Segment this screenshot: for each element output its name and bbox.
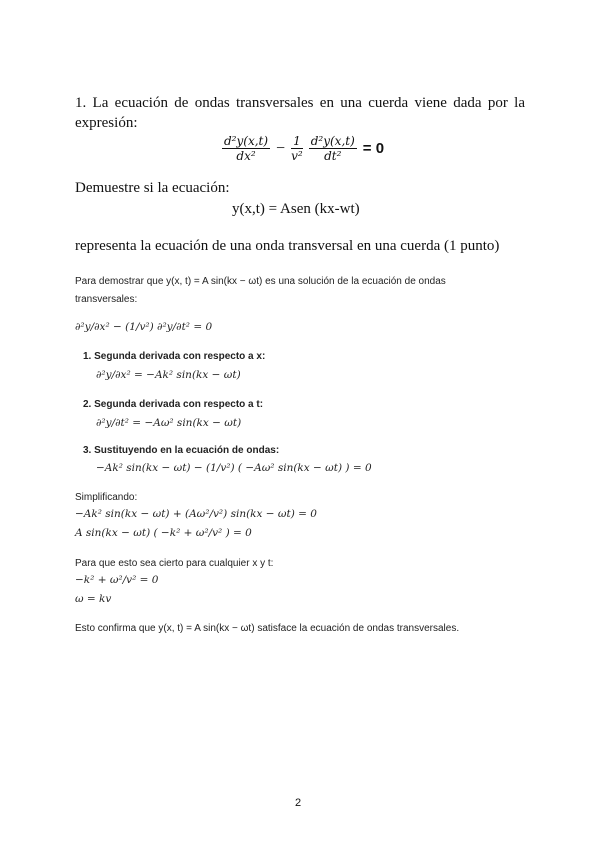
wave-eq-coef-den: v²: [291, 149, 303, 163]
wave-eq-coef-num: 1: [293, 134, 301, 148]
solution-intro-line-2: transversales:: [75, 294, 138, 305]
conclusion-text: Esto confirma que y(x, t) = A sin(kx − ωt) satisface la ecuación de ondas transversales.: [75, 623, 460, 634]
wave-eq-num-1: d²y(x,t): [224, 134, 269, 148]
wave-eq-frac-1: [222, 134, 270, 163]
wave-eq-frac-2: [309, 134, 357, 163]
solution-wave-equation: ∂²y/∂x² − (1/v²) ∂²y/∂t² = 0: [75, 321, 213, 333]
wave-eq-rhs: = 0: [362, 140, 385, 157]
question-line-2: expresión:: [75, 115, 138, 131]
simplify-title: Simplificando:: [75, 492, 138, 503]
wave-eq-den-1: dx²: [236, 149, 256, 163]
simplify-equation-1: −Ak² sin(kx − ωt) + (Aω²/v²) sin(kx − ωt) = 0: [75, 508, 317, 520]
wave-eq-coef: [291, 134, 303, 163]
simplify-equation-2: A sin(kx − ωt) ( −k² + ω²/v² ) = 0: [75, 527, 252, 539]
condition-title: Para que esto sea cierto para cualquier x y t:: [75, 558, 274, 569]
solution-intro-line-1: Para demostrar que y(x, t) = A sin(kx − ωt) es una solución de la ecuación de ondas: [75, 276, 446, 287]
given-equation: y(x,t) = Asen (kx-wt): [232, 201, 360, 217]
step-1-equation: ∂²y/∂x² = −Ak² sin(kx − ωt): [96, 369, 241, 381]
step-3-equation: −Ak² sin(kx − ωt) − (1/v²) ( −Aω² sin(kx − ωt) ) = 0: [96, 462, 372, 474]
demuestre-text: Demuestre si la ecuación:: [75, 180, 230, 196]
step-3-title: 3. Sustituyendo en la ecuación de ondas:: [83, 445, 280, 456]
result-equation: ω = kv: [75, 593, 112, 605]
step-2-equation: ∂²y/∂t² = −Aω² sin(kx − ωt): [96, 417, 242, 429]
step-2-title: 2. Segunda derivada con respecto a t:: [83, 399, 264, 410]
step-1-title: 1. Segunda derivada con respecto a x:: [83, 351, 266, 362]
represents-text: representa la ecuación de una onda transversal en una cuerda (1 punto): [75, 238, 500, 254]
page-number: 2: [295, 797, 302, 809]
wave-eq-minus: −: [276, 139, 286, 157]
condition-equation: −k² + ω²/v² = 0: [75, 574, 159, 586]
wave-eq-den-2: dt²: [324, 149, 342, 163]
wave-equation: [222, 134, 384, 163]
question-line-1: 1. La ecuación de ondas transversales en una cuerda viene dada por la: [75, 95, 525, 111]
wave-eq-num-2: d²y(x,t): [310, 134, 355, 148]
